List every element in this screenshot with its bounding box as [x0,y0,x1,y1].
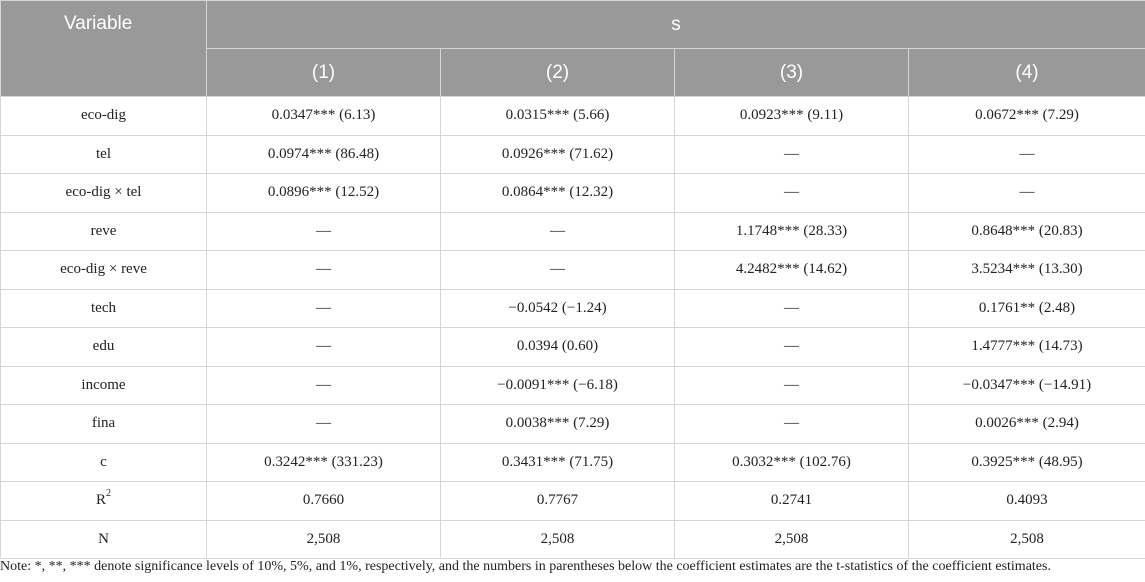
table-note: Note: *, **, *** denote significance levels of 10%, 5%, and 1%, respectively, and the numbers in parentheses below the coefficient estimates are the t-statistics of the coefficient estimates. [0,559,1051,574]
table-row [1,443,1145,482]
table-cell: — [207,251,441,290]
table-cell: 0.0974*** (86.48) [207,135,441,174]
table-row [1,174,1145,213]
row-label: fina [1,405,207,444]
table-row [1,482,1145,521]
table-cell: 0.7767 [441,482,675,521]
table-cell: 2,508 [675,520,909,559]
table-row [1,135,1145,174]
row-label [1,482,207,521]
table-cell: 0.3431*** (71.75) [441,443,675,482]
header-row-1 [1,1,1145,49]
row-label: eco-dig [1,97,207,136]
row-label: eco-dig × tel [1,174,207,213]
table-cell: — [207,289,441,328]
table-cell: — [909,174,1145,213]
table-cell: — [675,174,909,213]
table-cell: 0.0923*** (9.11) [675,97,909,136]
row-label: reve [1,212,207,251]
table-row [1,212,1145,251]
superscript: 2 [106,488,111,500]
column-header-1: (1) [207,49,441,97]
table-cell: — [675,289,909,328]
table-row [1,520,1145,559]
table-cell: 4.2482*** (14.62) [675,251,909,290]
row-label: edu [1,328,207,367]
table-cell: — [207,405,441,444]
table-cell: 0.0026*** (2.94) [909,405,1145,444]
table-cell: — [441,212,675,251]
table-cell: 0.4093 [909,482,1145,521]
table-body [1,97,1145,559]
table-row [1,251,1145,290]
table-cell: — [207,328,441,367]
table-row [1,405,1145,444]
table-cell: 0.8648*** (20.83) [909,212,1145,251]
group-header: s [207,1,1145,49]
table-cell: — [675,405,909,444]
table-cell: 0.3242*** (331.23) [207,443,441,482]
table-cell: 0.2741 [675,482,909,521]
table-cell: 1.1748*** (28.33) [675,212,909,251]
table-cell: −0.0347*** (−14.91) [909,366,1145,405]
table-row [1,328,1145,367]
table-cell: −0.0542 (−1.24) [441,289,675,328]
row-label: tel [1,135,207,174]
table-cell: 2,508 [441,520,675,559]
table-cell: 0.0864*** (12.32) [441,174,675,213]
table-cell: 0.7660 [207,482,441,521]
table-cell: 0.3925*** (48.95) [909,443,1145,482]
row-label: tech [1,289,207,328]
table-row [1,97,1145,136]
table-cell: 3.5234*** (13.30) [909,251,1145,290]
table-cell: 2,508 [207,520,441,559]
table-cell: — [675,135,909,174]
table-cell: — [207,366,441,405]
row-label-text: R [95,492,106,509]
column-header-3: (3) [675,49,909,97]
table-cell: 0.0672*** (7.29) [909,97,1145,136]
table-header [1,1,1145,97]
table-cell: — [441,251,675,290]
row-label: N [1,520,207,559]
table-cell: 2,508 [909,520,1145,559]
table-cell: — [675,328,909,367]
table-cell: 0.0394 (0.60) [441,328,675,367]
table-row [1,366,1145,405]
table-cell: 1.4777*** (14.73) [909,328,1145,367]
table-cell: −0.0091*** (−6.18) [441,366,675,405]
table-cell: 0.0038*** (7.29) [441,405,675,444]
row-label: c [1,443,207,482]
table-cell: 0.0347*** (6.13) [207,97,441,136]
column-header-4: (4) [909,49,1145,97]
table-cell: — [675,366,909,405]
table-cell: 0.0896*** (12.52) [207,174,441,213]
table-cell: — [909,135,1145,174]
table-cell: 0.3032*** (102.76) [675,443,909,482]
variable-header: Variable [1,1,207,97]
table-cell: 0.1761** (2.48) [909,289,1145,328]
table-row [1,289,1145,328]
table-cell: 0.0926*** (71.62) [441,135,675,174]
row-label: income [1,366,207,405]
column-header-2: (2) [441,49,675,97]
table-cell: — [207,212,441,251]
table-cell: 0.0315*** (5.66) [441,97,675,136]
row-label: eco-dig × reve [1,251,207,290]
